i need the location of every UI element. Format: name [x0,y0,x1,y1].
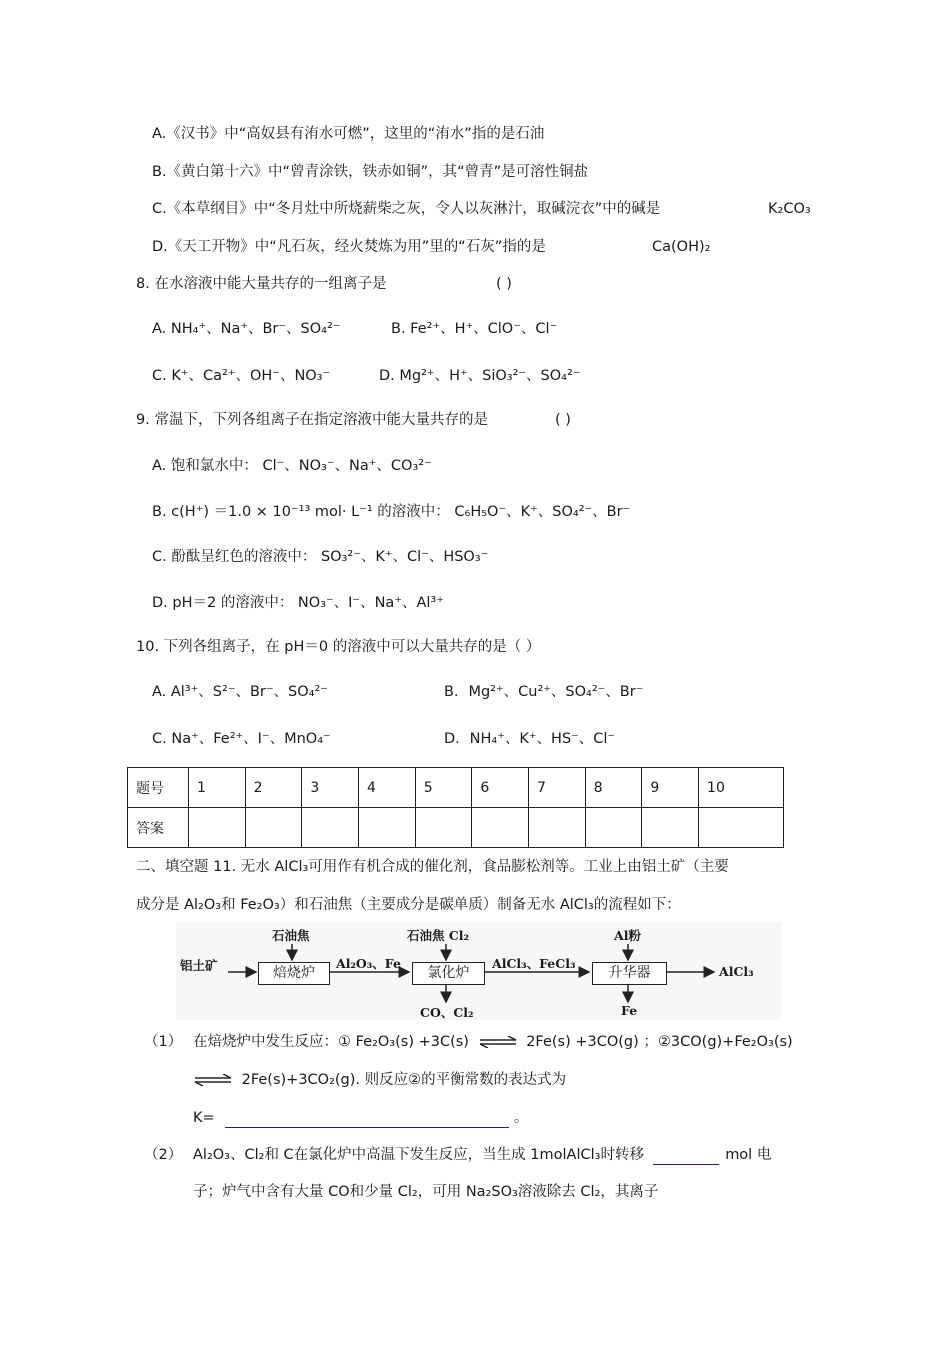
k-expression-end: 。 [513,1110,529,1126]
answer-table [127,767,784,848]
q11-part1-line-k [193,1108,528,1128]
section2-line2: 成分是 Al₂O₃和 Fe₂O₃）和石油焦（主要成分是碳单质）制备无水 AlCl₃的流程如下： [136,897,681,913]
q11-part2-line-a [193,1145,771,1165]
q9-option-a: A. 饱和氯水中： Cl⁻、NO₃⁻、Na⁺、CO₃²⁻ [152,458,432,474]
q7-option-d-formula: Ca(OH)₂ [652,239,711,255]
q8-option-c: C. K⁺、Ca²⁺、OH⁻、NO₃⁻ [152,368,331,384]
flow-box-chlorinator: 氯化炉 [412,962,485,985]
q10-option-b: B．Mg²⁺、Cu²⁺、SO₄²⁻、Br⁻ [444,684,644,700]
answer-table-number: 4 [359,768,416,808]
answer-cell[interactable] [415,808,472,848]
answer-table-number: 6 [472,768,529,808]
q11-part1-text-b: 2Fe(s) +3CO(g) ；②3CO(g)+Fe₂O₃(s) [526,1034,793,1050]
answer-table-number: 3 [302,768,359,808]
answer-table-row-label: 答案 [128,808,189,848]
flow-output-alcl3: AlCl₃ [719,964,754,979]
answer-table-number: 10 [699,768,784,808]
answer-table-header-row [128,768,784,808]
q11-part2-text-a-tail: mol 电 [725,1147,772,1163]
q8-option-a: A. NH₄⁺、Na⁺、Br⁻、SO₄²⁻ [152,321,341,337]
answer-cell[interactable] [302,808,359,848]
q9-option-c: C. 酚酞呈红色的溶液中： SO₃²⁻、K⁺、Cl⁻、HSO₃⁻ [152,549,489,565]
answer-table-row-label: 题号 [128,768,189,808]
answer-cell[interactable] [245,808,302,848]
answer-cell[interactable] [359,808,416,848]
q11-part1-line-a [193,1032,793,1052]
q11-part2-number: （2） [144,1147,183,1163]
flow-box-sublimator: 升华器 [592,962,667,985]
q9-answer-paren: ( ) [555,412,571,428]
q7-option-c: C.《本草纲目》中“冬月灶中所烧薪柴之灰，令人以灰淋汁，取碱浣衣”中的碱是 [152,201,661,217]
q11-part1-text-a: 在焙烧炉中发生反应：① Fe₂O₃(s) +3C(s) [193,1034,469,1050]
section2-line1: 二、填空题 11. 无水 AlCl₃可用作有机合成的催化剂，食品膨松剂等。工业上由铝土矿（主要 [136,859,729,875]
q8-answer-paren: ( ) [496,276,512,292]
q10-option-c: C. Na⁺、Fe²⁺、I⁻、MnO₄⁻ [152,731,331,747]
flow-input-bauxite: 铝土矿 [180,958,218,973]
q9-option-d: D. pH＝2 的溶液中： NO₃⁻、I⁻、Na⁺、Al³⁺ [152,595,444,611]
q10-stem: 10. 下列各组离子，在 pH＝0 的溶液中可以大量共存的是（ ） [136,639,541,655]
q10-option-a: A. Al³⁺、S²⁻、Br⁻、SO₄²⁻ [152,684,328,700]
flow-mid-label-1: Al₂O₃、Fe [336,956,401,971]
q7-option-b: B.《黄白第十六》中“曾青涂铁，铁赤如铜”，其“曾青”是可溶性铜盐 [152,164,589,180]
q11-part1-number: （1） [144,1034,183,1050]
answer-cell[interactable] [642,808,699,848]
q8-option-b: B. Fe²⁺、H⁺、ClO⁻、Cl⁻ [391,321,558,337]
equilibrium-arrow-icon [193,1074,233,1086]
flow-byproduct-fe: Fe [621,1003,638,1018]
q9-option-b: B. c(H⁺) ＝1.0 × 10⁻¹³ mol· L⁻¹ 的溶液中： C₆H₅O⁻、K⁺、SO₄²⁻、Br⁻ [152,504,631,520]
equilibrium-arrow-icon [478,1036,518,1048]
answer-table-number: 1 [189,768,246,808]
q8-stem: 8. 在水溶液中能大量共存的一组离子是 [136,276,387,292]
answer-table-answer-row [128,808,784,848]
flow-mid-label-2: AlCl₃、FeCl₃ [492,956,576,971]
q8-option-d: D. Mg²⁺、H⁺、SiO₃²⁻、SO₄²⁻ [379,368,581,384]
answer-table-number: 8 [585,768,642,808]
answer-table-number: 9 [642,768,699,808]
k-expression-blank[interactable] [225,1111,509,1128]
flow-box-roaster: 焙烧炉 [258,962,330,985]
q11-part2-line-b: 子；炉气中含有大量 CO和少量 Cl₂，可用 Na₂SO₃溶液除去 Cl₂，其离子 [193,1184,659,1200]
answer-cell[interactable] [699,808,784,848]
q9-stem: 9. 常温下，下列各组离子在指定溶液中能大量共存的是 [136,412,488,428]
q7-option-a: A.《汉书》中“高奴县有洧水可燃”，这里的“洧水”指的是石油 [152,126,545,142]
flow-byproduct-gas: CO、Cl₂ [420,1005,474,1020]
answer-cell[interactable] [529,808,586,848]
q11-part1-text-c: 2Fe(s)+3CO₂(g). 则反应②的平衡常数的表达式为 [241,1072,567,1088]
answer-cell[interactable] [585,808,642,848]
answer-cell[interactable] [472,808,529,848]
q11-part2-text-a: Al₂O₃、Cl₂和 C在氯化炉中高温下发生反应，当生成 1molAlCl₃时转移 [193,1147,644,1163]
answer-cell[interactable] [189,808,246,848]
answer-table-number: 7 [529,768,586,808]
q7-option-c-formula: K₂CO₃ [768,201,811,217]
flow-feed-al-powder: Al粉 [614,928,641,943]
q10-option-d: D．NH₄⁺、K⁺、HS⁻、Cl⁻ [444,731,616,747]
flow-feed-coke-chlorine: 石油焦 Cl₂ [407,928,470,943]
k-expression-label: K= [193,1110,215,1126]
answer-table-number: 5 [415,768,472,808]
answer-table-number: 2 [245,768,302,808]
electron-transfer-blank[interactable] [653,1148,719,1165]
process-flow-diagram [176,922,781,1020]
flow-feed-petroleum-coke: 石油焦 [272,928,310,943]
q11-part1-line-b [193,1070,566,1090]
q7-option-d: D.《天工开物》中“凡石灰，经火焚炼为用”里的“石灰”指的是 [152,239,546,255]
